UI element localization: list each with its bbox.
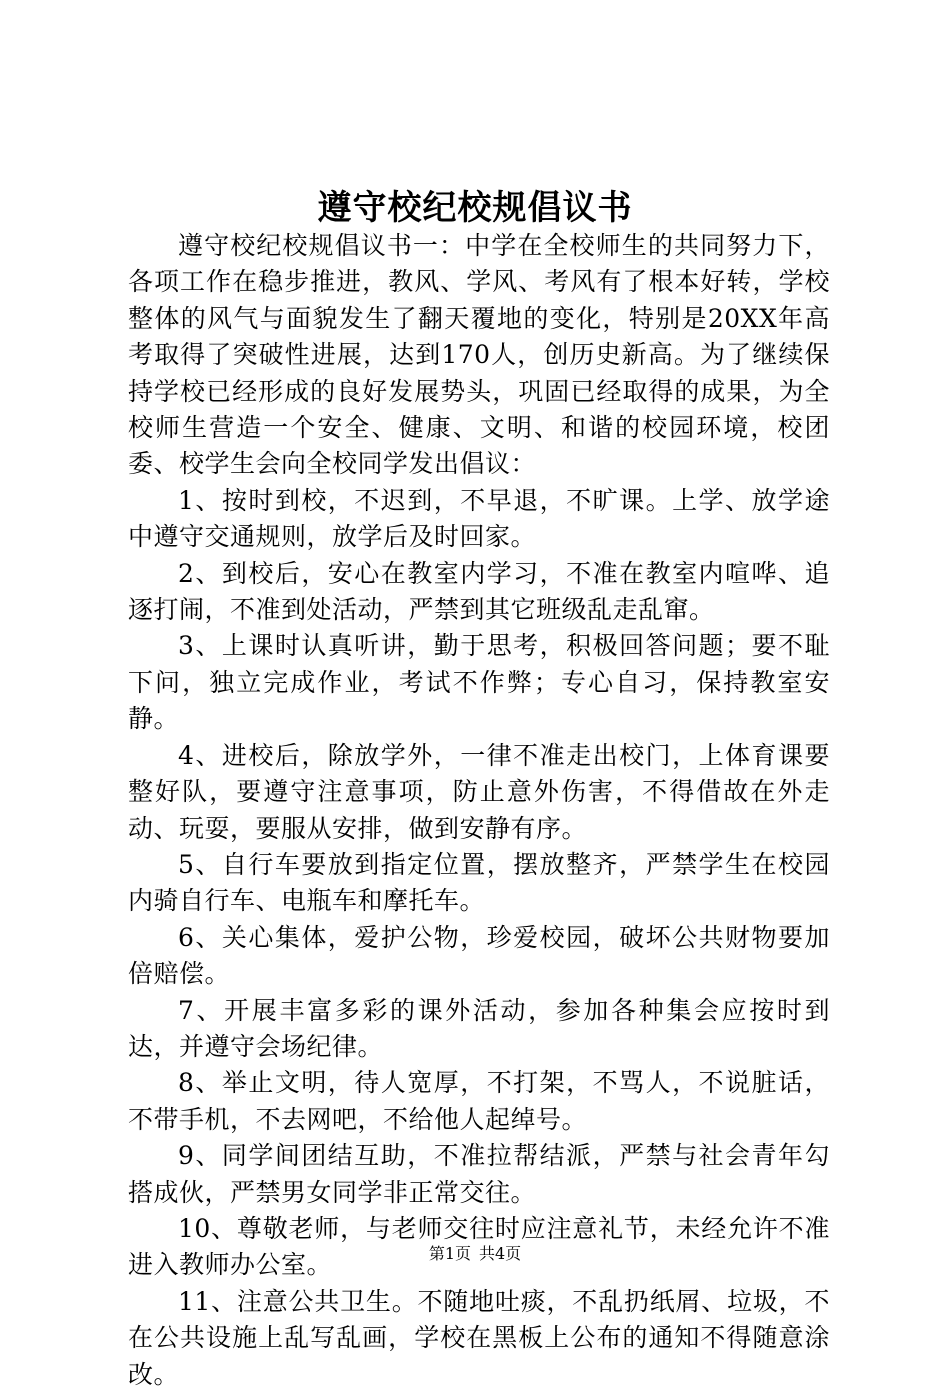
rule-item-3: 3、上课时认真听讲，勤于思考，积极回答问题；要不耻下问，独立完成作业，考试不作弊；专心自习，保持教室安静。 xyxy=(128,631,830,734)
rule-item-6: 6、关心集体，爱护公物，珍爱校园，破坏公共财物要加倍赔偿。 xyxy=(128,922,830,989)
rule-item-1: 1、按时到校，不迟到，不早退，不旷课。上学、放学途中遵守交通规则，放学后及时回家。 xyxy=(128,485,830,552)
page-footer xyxy=(0,1242,950,1266)
rule-item-9: 9、同学间团结互助，不准拉帮结派，严禁与社会青年勾搭成伙，严禁男女同学非正常交往。 xyxy=(128,1141,830,1207)
document-body xyxy=(128,228,830,1393)
document-title: 遵守校纪校规倡议书 xyxy=(317,188,633,228)
rule-item-11: 11、注意公共卫生。不随地吐痰，不乱扔纸屑、垃圾，不在公共设施上乱写乱画，学校在黑板上公布的通知不得随意涂改。 xyxy=(128,1286,830,1389)
rule-item-4: 4、进校后，除放学外，一律不准走出校门，上体育课要整好队，要遵守注意事项，防止意外伤害，不得借故在外走动、玩耍，要服从安排，做到安静有序。 xyxy=(128,740,830,843)
rule-item-8: 8、举止文明，待人宽厚，不打架，不骂人，不说脏话，不带手机，不去网吧，不给他人起绰号。 xyxy=(128,1068,830,1134)
rule-item-10: 10、尊敬老师，与老师交往时应注意礼节，未经允许不准进入教师办公室。 xyxy=(128,1213,830,1280)
rule-item-5: 5、自行车要放到指定位置，摆放整齐，严禁学生在校园内骑自行车、电瓶车和摩托车。 xyxy=(128,849,830,916)
page-number: 第1页 xyxy=(428,1244,471,1263)
rule-item-7: 7、开展丰富多彩的课外活动，参加各种集会应按时到达，并遵守会场纪律。 xyxy=(128,995,830,1061)
intro-paragraph: 遵守校纪校规倡议书一：中学在全校师生的共同努力下，各项工作在稳步推进，教风、学风、考风有了根本好转，学校整体的风气与面貌发生了翻天覆地的变化，特别是20XX年高考取得了突破性进展，达到170人，创历史新高。为了继续保持学校已经形成的良好发展势头，巩固已经取得的成果，为全校师生营造一个安全、健康、文明、和谐的校园环境，校团委、校学生会向全校同学发出倡议： xyxy=(128,231,830,479)
rule-item-2: 2、到校后，安心在教室内学习，不准在教室内喧哗、追逐打闹，不准到处活动，严禁到其它班级乱走乱窜。 xyxy=(128,558,830,625)
page-total: 共4页 xyxy=(479,1244,522,1263)
